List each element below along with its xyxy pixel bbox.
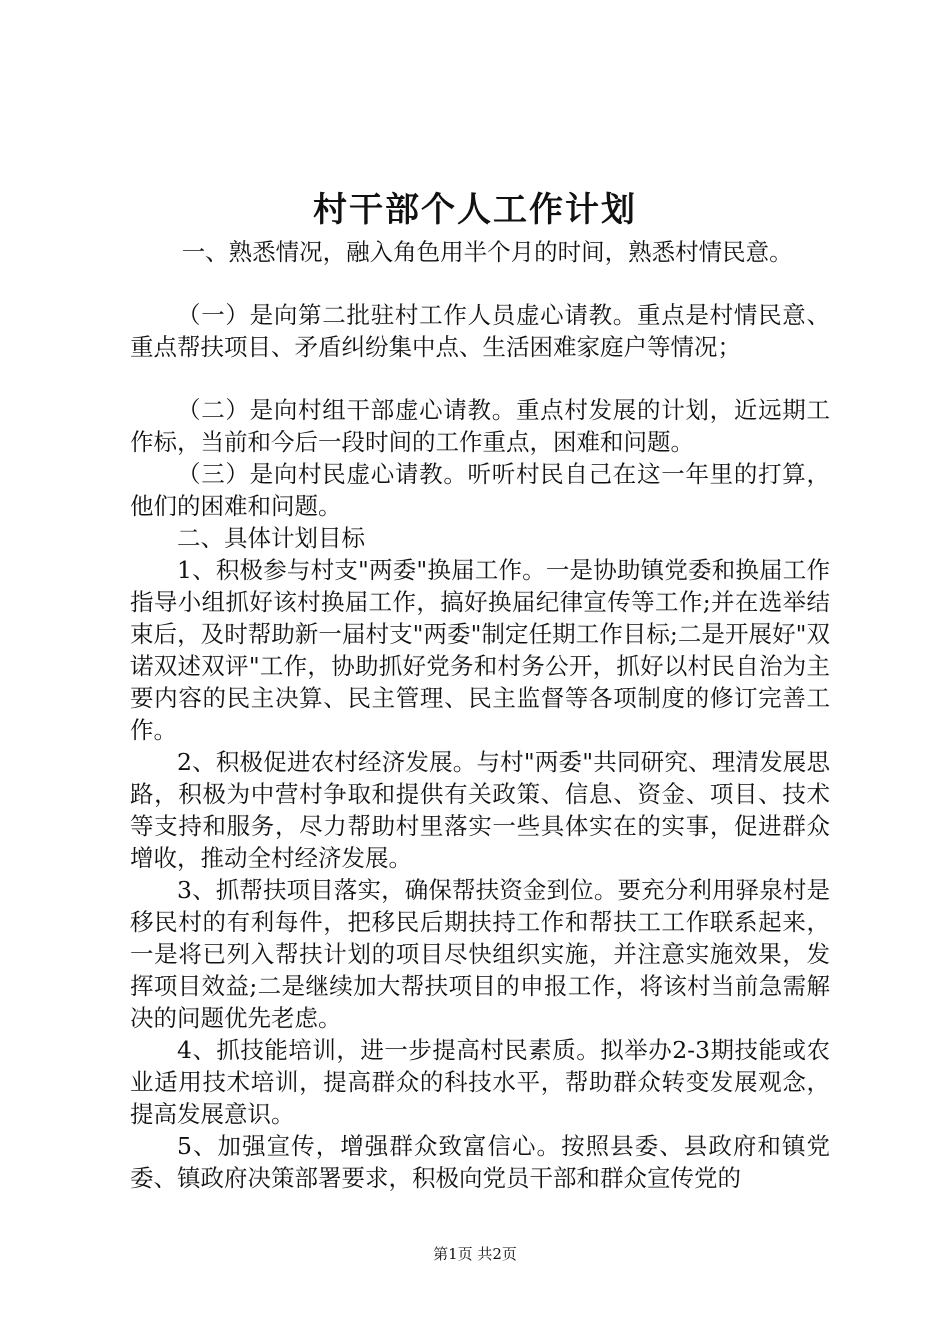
page-indicator: 第1页 共2页 (433, 1245, 517, 1263)
document-title: 村干部个人工作计划 (313, 190, 637, 230)
paragraph-goal-1: 1、积极参与村支"两委"换届工作。一是协助镇党委和换届工作指导小组抓好该村换届工作，搞好换届纪律宣传等工作;并在选举结束后，及时帮助新一届村支"两委"制定任期工作目标;二是开展好"双诺双述双评"工作，协助抓好党务和村务公开，抓好以村民自治为主要内容的民主决算、民主管理、民主监督等各项制度的修订完善工作。 (130, 556, 830, 744)
paragraph-item-2: （二）是向村组干部虚心请教。重点村发展的计划，近远期工作标，当前和今后一段时间的工作重点，困难和问题。 (130, 396, 830, 456)
paragraph-section-2-heading: 二、具体计划目标 (177, 524, 365, 552)
paragraph-goal-4: 4、抓技能培训，进一步提高村民素质。拟举办2-3期技能或农业适用技术培训，提高群众的科技水平，帮助群众转变发展观念，提高发展意识。 (130, 1036, 830, 1128)
paragraph-item-3: （三）是向村民虚心请教。听听村民自己在这一年里的打算，他们的困难和问题。 (130, 460, 830, 520)
paragraph-item-1: （一）是向第二批驻村工作人员虚心请教。重点是村情民意、重点帮扶项目、矛盾纠纷集中点、生活困难家庭户等情况； (130, 301, 830, 361)
paragraph-goal-3: 3、抓帮扶项目落实，确保帮扶资金到位。要充分利用驿泉村是移民村的有利每件，把移民后期扶持工作和帮扶工工作联系起来，一是将已列入帮扶计划的项目尽快组织实施，并注意实施效果，发挥项目效益;二是继续加大帮扶项目的申报工作，将该村当前急需解决的问题优先老虑。 (130, 876, 830, 1032)
paragraph-section-1-heading: 一、熟悉情况，融入角色用半个月的时间，熟悉村情民意。 (181, 238, 793, 266)
paragraph-goal-5: 5、加强宣传，增强群众致富信心。按照县委、县政府和镇党委、镇政府决策部署要求，积极向党员干部和群众宣传党的 (130, 1132, 830, 1192)
document-body (130, 236, 830, 1194)
paragraph-goal-2: 2、积极促进农村经济发展。与村"两委"共同研究、理清发展思路，积极为中营村争取和提供有关政策、信息、资金、项目、技术等支持和服务，尽力帮助村里落实一些具体实在的实事，促进群众增收，推动全村经济发展。 (130, 748, 830, 872)
